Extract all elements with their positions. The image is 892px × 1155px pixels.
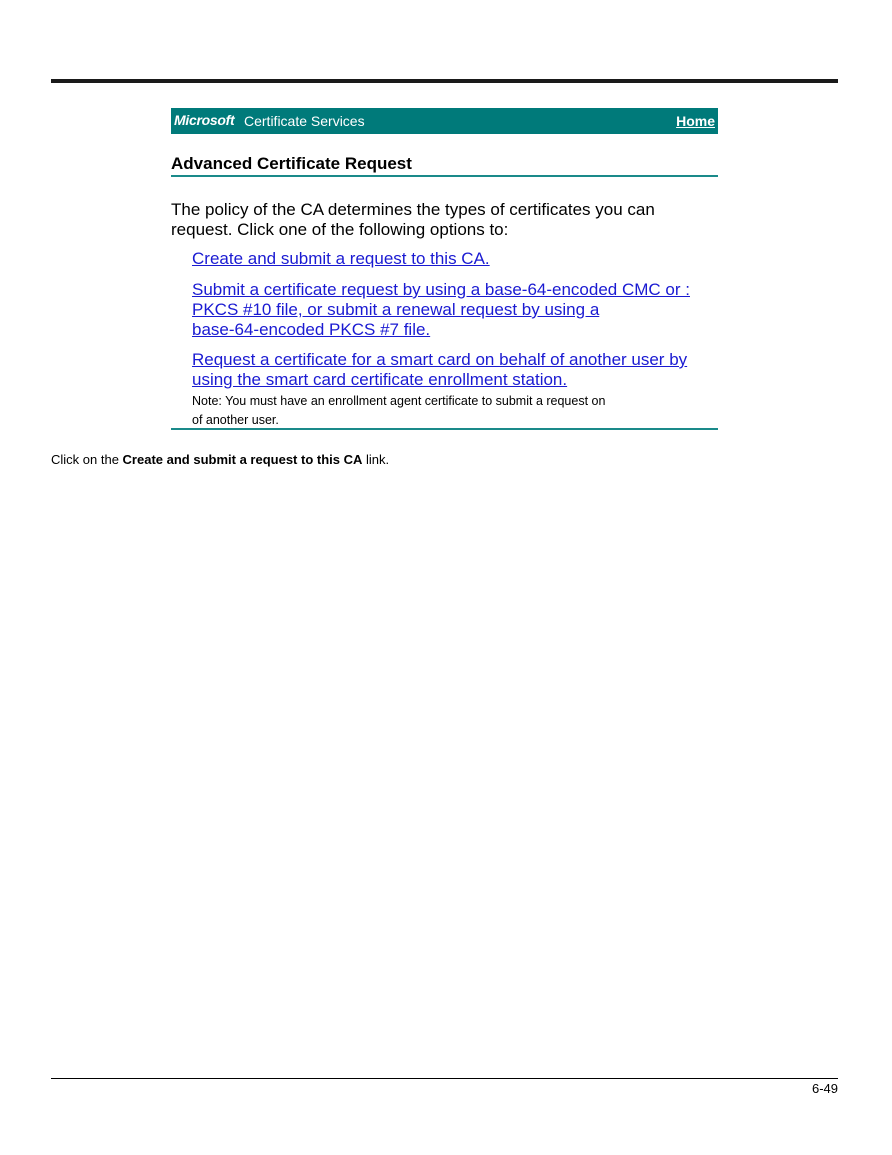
enrollment-note (192, 392, 605, 430)
service-name: Certificate Services (244, 113, 365, 129)
header-bar (171, 108, 718, 134)
instruction-link-name: Create and submit a request to this CA (122, 452, 363, 467)
top-rule (51, 79, 838, 83)
submit-base64-request-link[interactable] (192, 280, 690, 340)
title-divider (171, 175, 718, 177)
link-line: base-64-encoded PKCS #7 file. (192, 320, 431, 339)
certificate-services-screenshot (171, 108, 718, 433)
instruction-text (51, 452, 389, 467)
intro-text: The policy of the CA determines the types of certificates you can request. Click one of the following options to: (171, 200, 655, 239)
link-line: PKCS #10 file, or submit a renewal request by using a (192, 300, 600, 319)
home-link[interactable]: Home (676, 113, 715, 129)
page-title: Advanced Certificate Request (171, 154, 412, 173)
footer-rule (51, 1078, 838, 1079)
note-line: Note: You must have an enrollment agent certificate to submit a request on (192, 394, 606, 408)
create-request-link[interactable] (192, 249, 490, 269)
link-line: Request a certificate for a smart card on behalf of another user by (192, 350, 688, 369)
link-line: Submit a certificate request by using a base-64-encoded CMC or : (192, 280, 690, 299)
link-line: Create and submit a request to this CA. (192, 249, 490, 268)
link-line: using the smart card certificate enrollment station. (192, 370, 568, 389)
note-line: of another user. (192, 413, 279, 427)
instruction-suffix: link. (362, 452, 390, 467)
brand-logo: Microsoft (174, 112, 235, 128)
instruction-prefix: Click on the (51, 452, 123, 467)
bottom-divider (171, 428, 718, 430)
smart-card-request-link[interactable] (192, 350, 687, 390)
page-number: 6-49 (811, 1081, 838, 1096)
